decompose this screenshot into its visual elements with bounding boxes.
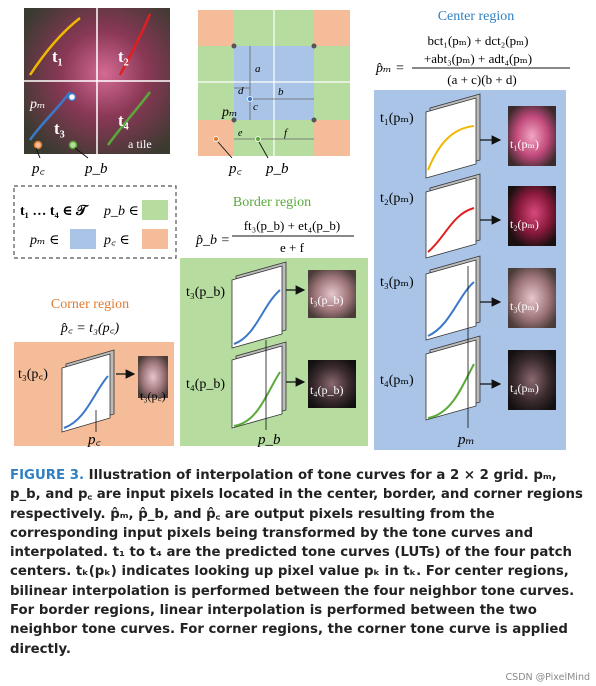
center-region: [374, 9, 570, 450]
legend-corner-swatch: [142, 229, 168, 249]
center-formula-den: (a + c)(b + d): [447, 72, 517, 87]
lut-card: [426, 340, 476, 420]
corner-region-title: Corner region: [50, 297, 130, 312]
corner-output-label: t₃(p꜀): [140, 389, 166, 403]
center-output-label-t2: t₂(pₘ): [510, 217, 539, 231]
lut-card: [232, 346, 282, 428]
corner-curve-label: t₃(p꜀): [18, 367, 48, 382]
tile-pb-label: p_b: [85, 161, 108, 177]
lut-card: [426, 98, 476, 178]
grid-letter-e: e: [238, 128, 243, 139]
border-output-label-t4: t₄(p_b): [310, 383, 344, 397]
legend-tiles-set: t₁ … t₄ ∈ 𝒯: [20, 204, 87, 219]
pc-dot: [35, 142, 42, 149]
grid-corner-br: [314, 120, 350, 156]
grid-letter-b: b: [278, 86, 284, 98]
tile-pm-label: pₘ: [30, 97, 46, 112]
legend-pb-label: p_b ∈: [104, 204, 139, 219]
grid-letter-c: c: [253, 101, 258, 113]
tile-note: a tile: [128, 137, 152, 151]
legend-center-swatch: [70, 229, 96, 249]
output-image-t2: [508, 186, 556, 246]
grid-letter-d: d: [238, 85, 244, 97]
center-output-label-t4: t₄(pₘ): [510, 381, 539, 395]
border-input-label: p_b: [258, 432, 281, 448]
corner-input-label: p꜀: [88, 432, 101, 448]
border-formula-num: ft₃(p_b) + et₄(p_b): [243, 218, 341, 233]
corner-formula: p̂꜀ = t₃(p꜀): [60, 321, 120, 336]
grid-node-tr: [312, 44, 317, 49]
center-formula-num2: +abt₃(pₘ) + adt₄(pₘ): [423, 51, 533, 66]
caption-label: FIGURE 3.: [10, 468, 84, 483]
center-curve-label-t1: t₁(pₘ): [380, 111, 414, 126]
center-region-title: Center region: [437, 9, 515, 24]
grid-node-br: [312, 118, 317, 123]
border-formula-lhs: p̂_b =: [196, 233, 230, 248]
center-curve-label-t4: t₄(pₘ): [380, 373, 414, 388]
watermark: CSDN @PixelMind: [505, 672, 590, 683]
border-output-label-t3: t₃(p_b): [310, 293, 344, 307]
border-formula-den: e + f: [280, 240, 304, 255]
lut-card: [232, 266, 282, 348]
border-region: [180, 195, 368, 448]
grid-letter-f: f: [284, 127, 288, 139]
grid-pb-dot: [256, 137, 261, 142]
grid-pc-label: p꜀: [229, 161, 242, 177]
grid-node-tl: [232, 44, 237, 49]
grid-corner-tr: [314, 10, 350, 46]
lut-card: [426, 260, 476, 340]
grid-pm-label: pₘ: [222, 105, 238, 120]
figure-caption: [10, 466, 588, 659]
center-curve-label-t2: t₂(pₘ): [380, 191, 414, 206]
tile-label-t2: t₂: [118, 47, 129, 66]
legend-border-swatch: [142, 200, 168, 220]
center-curve-label-t3: t₃(pₘ): [380, 275, 414, 290]
tile-pc-label: p꜀: [32, 161, 45, 177]
legend: [14, 186, 176, 258]
center-input-label: pₘ: [458, 432, 475, 448]
grid-corner-tl: [198, 10, 234, 46]
legend-pm-label: pₘ ∈: [30, 233, 60, 248]
output-image-t1: [508, 106, 556, 166]
grid-letter-a: a: [255, 63, 261, 75]
lut-card: [62, 354, 110, 432]
border-region-title: Border region: [232, 195, 312, 210]
corner-region: [14, 297, 174, 448]
center-formula-num1: bct₁(pₘ) + dct₂(pₘ): [427, 33, 529, 48]
tile-label-t1: t₁: [52, 47, 63, 66]
region-grid: [198, 10, 350, 177]
center-formula-lhs: p̂ₘ =: [376, 61, 405, 76]
caption-text: Illustration of interpolation of tone curves for a 2 × 2 grid. pₘ, p_b, and p꜀ are input pixels located in the center, border, and corner regions respectively. p̂ₘ, p̂_b, and p̂꜀ are output pixels resulting from the corresponding input pixels being transformed by the tone curves and interpolated. t₁ to t₄ are the predicted tone curves (LUTs) of the four patch centers. tₖ(pₖ) indicates looking up pixel value pₖ in tₖ. For center regions, bilinear interpolation is performed between the four neighbor tone curves. For border regions, linear interpolation is performed between the two neighbor tone curves. For corner regions, the corner tone curve is applied directly.: [10, 468, 583, 657]
output-image-t4: [508, 350, 556, 410]
tile-label-t4: t₄: [118, 111, 129, 130]
grid-pb-label: p_b: [266, 161, 289, 177]
pm-dot: [69, 94, 76, 101]
center-output-label-t3: t₃(pₘ): [510, 299, 539, 313]
center-output-label-t1: t₁(pₘ): [510, 137, 539, 151]
output-image-t3: [508, 268, 556, 328]
legend-pc-label: p꜀ ∈: [104, 233, 130, 248]
border-curve-label-t3: t₃(p_b): [186, 285, 226, 300]
border-curve-label-t4: t₄(p_b): [186, 377, 226, 392]
tiles-panel: [24, 8, 170, 177]
grid-pm-dot: [248, 97, 253, 102]
grid-pc-dot: [214, 137, 219, 142]
pb-dot: [70, 142, 77, 149]
tile-label-t3: t₃: [54, 119, 65, 138]
